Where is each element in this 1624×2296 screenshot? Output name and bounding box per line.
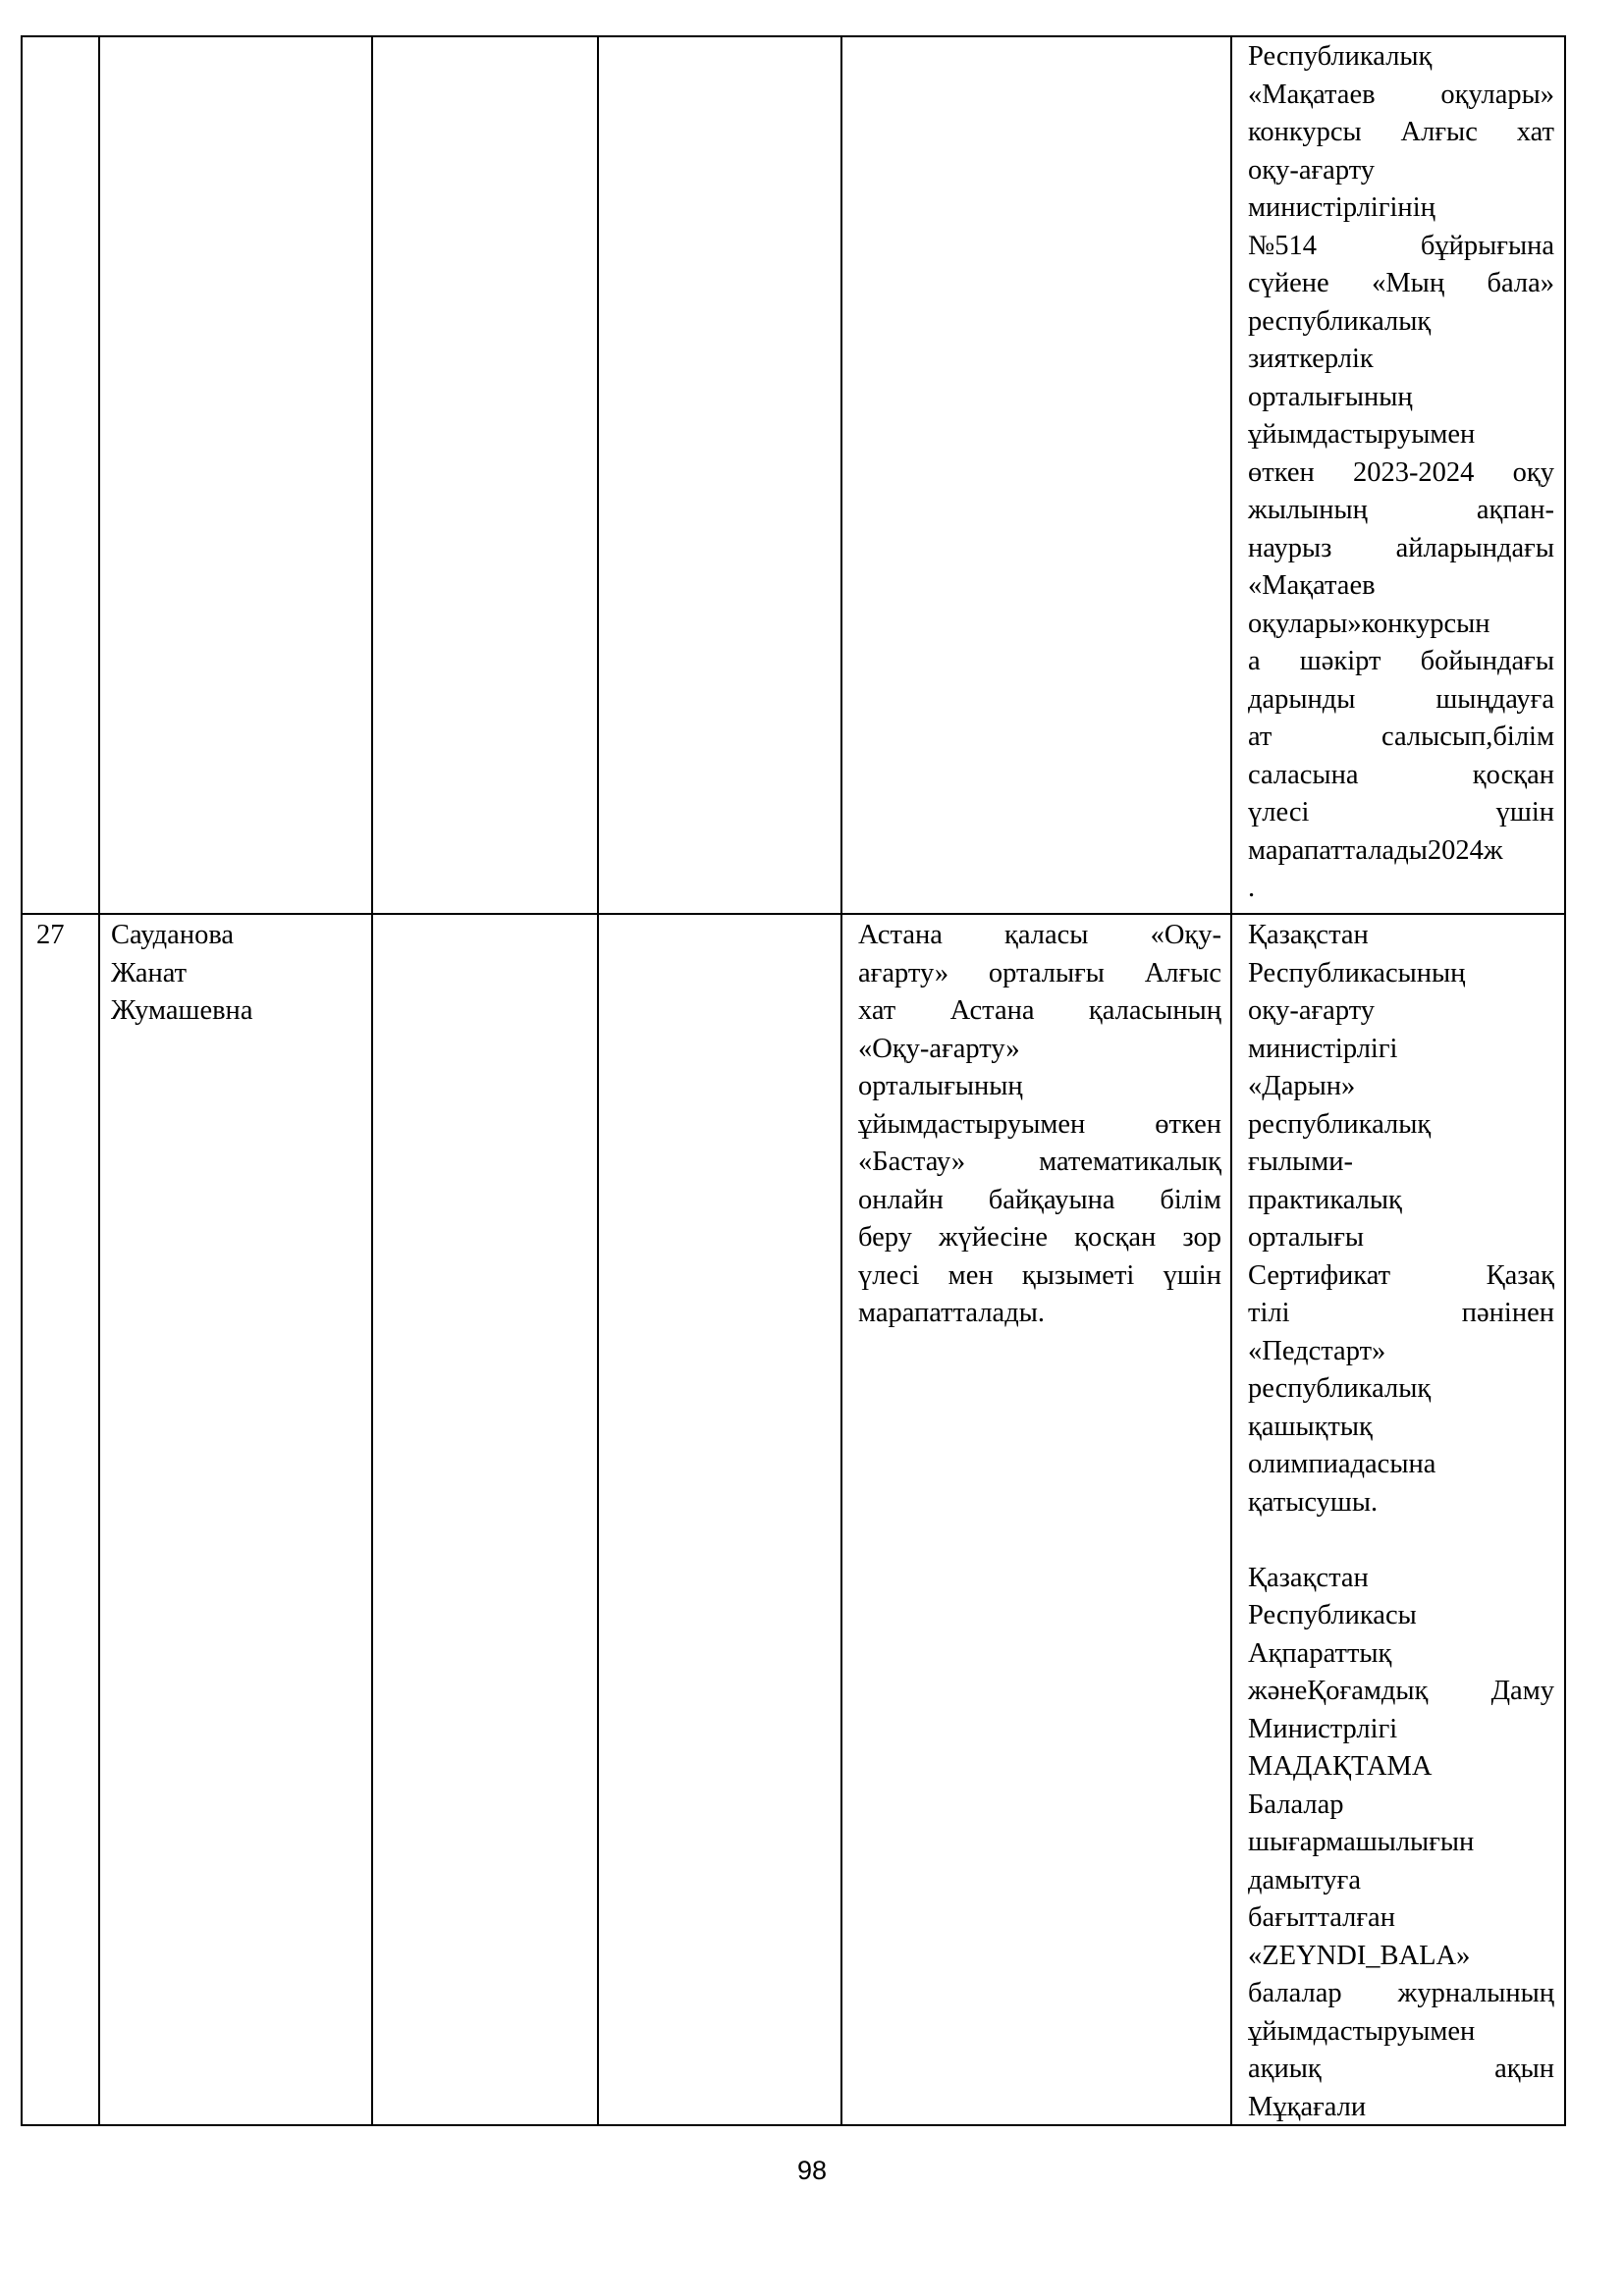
text-line: олимпиадасына <box>1248 1449 1436 1479</box>
text-line <box>858 1257 1221 1296</box>
word: сүйене <box>1248 268 1329 298</box>
word: «Бастау» <box>858 1147 966 1177</box>
word: балалар <box>1248 1978 1342 2008</box>
word: шыңдауға <box>1435 683 1554 715</box>
word: өткен <box>1155 1108 1221 1140</box>
word: бойындағы <box>1420 646 1554 676</box>
word: үлесі <box>1248 797 1310 828</box>
text-line: «Дарын» <box>1248 1071 1356 1101</box>
word: наурыз <box>1248 532 1332 563</box>
word: №514 <box>1248 230 1317 261</box>
word: журналының <box>1397 1978 1554 2008</box>
text-line: Республикасының <box>1248 957 1466 988</box>
text-line: орталығы <box>1248 1222 1365 1253</box>
word: жылының <box>1248 495 1368 525</box>
col-border <box>840 35 842 2126</box>
text-line: ұйымдастыруымен <box>1248 419 1476 450</box>
word: Қазақ <box>1486 1259 1554 1291</box>
text-line: оқу-ағарту <box>1248 995 1376 1026</box>
text-line <box>1248 492 1554 530</box>
text-line <box>1248 114 1554 152</box>
word: мен <box>947 1259 994 1291</box>
text-line <box>1248 1975 1554 2013</box>
row-divider <box>21 913 1566 915</box>
word: саласына <box>1248 759 1359 790</box>
table-top-border <box>21 35 1566 37</box>
word: қосқан <box>1472 759 1554 790</box>
word: Алғыс <box>1400 117 1478 147</box>
text-line <box>1248 643 1554 681</box>
text-line: республикалық <box>1248 1373 1432 1404</box>
col-border <box>21 35 23 2126</box>
word: хат <box>1516 117 1554 147</box>
word: үшін <box>1495 797 1554 828</box>
word: а <box>1248 646 1261 676</box>
word: орталығы <box>988 957 1105 988</box>
text-line: «Мақатаев <box>1248 570 1376 601</box>
word: шәкірт <box>1299 646 1381 676</box>
word: ат <box>1248 721 1272 752</box>
text-line: ғылыми- <box>1248 1147 1353 1177</box>
word: «Мақатаев <box>1248 79 1376 110</box>
text-line: министірлігінің <box>1248 192 1435 223</box>
word: бала» <box>1487 268 1554 298</box>
word: ақпан- <box>1476 495 1554 525</box>
text-line: . <box>1248 873 1256 903</box>
word: қызыметі <box>1021 1259 1135 1291</box>
text-line <box>858 1219 1221 1257</box>
text-line <box>1248 1295 1554 1333</box>
text-line <box>1248 1673 1554 1711</box>
word: ақын <box>1494 2054 1554 2084</box>
word: хат <box>858 995 896 1026</box>
text-line: Республикасы <box>1248 1600 1417 1630</box>
text-line: Қазақстан <box>1248 1562 1369 1593</box>
word: қаласы <box>1004 920 1089 950</box>
word: қаласының <box>1088 995 1221 1026</box>
word: байқауына <box>988 1184 1115 1215</box>
page-number: 98 <box>796 2156 828 2185</box>
row-2-award-cell <box>1248 917 1554 2126</box>
text-line <box>858 1182 1221 1220</box>
word: дарынды <box>1248 683 1356 715</box>
text-line: қатысушы. <box>1248 1486 1379 1518</box>
row-2-name-cell <box>111 917 361 1031</box>
text-line: оқулары»конкурсын <box>1248 608 1490 639</box>
word: өткен <box>1248 456 1315 488</box>
text-line: Балалар <box>1248 1789 1344 1820</box>
text-line <box>1248 77 1554 115</box>
word: математикалық <box>1039 1147 1221 1177</box>
word: Даму <box>1490 1676 1554 1706</box>
word: жүйесіне <box>938 1222 1049 1253</box>
row-1-award-cell <box>1248 38 1554 908</box>
word: бұйрығына <box>1420 230 1554 261</box>
text-line <box>858 1106 1221 1145</box>
text-line <box>1248 265 1554 303</box>
col-border <box>371 35 373 2126</box>
word: зор <box>1182 1222 1221 1253</box>
text-line: оқу-ағарту <box>1248 154 1376 186</box>
text-line: ұйымдастыруымен <box>1248 2015 1476 2047</box>
word: «Мың <box>1372 268 1445 298</box>
word: Астана <box>949 995 1035 1026</box>
text-line <box>1248 1257 1554 1296</box>
text-line: дамытуға <box>1248 1864 1362 1896</box>
col-border <box>597 35 599 2126</box>
text-line: қашықтық <box>1248 1411 1373 1442</box>
word: үшін <box>1163 1259 1221 1291</box>
text-line: Ақпараттық <box>1248 1637 1392 1669</box>
text-line: шығармашылығын <box>1248 1827 1475 1857</box>
col-border <box>1564 35 1566 2126</box>
text-line <box>1248 719 1554 757</box>
text-line <box>1248 1522 1554 1560</box>
text-line: «Педстарт» <box>1248 1335 1386 1366</box>
name-line: Жанат <box>111 957 188 988</box>
word: оқу <box>1512 456 1554 488</box>
text-line: марапатталады. <box>858 1298 1045 1328</box>
text-line: «ZEYNDI_BALA» <box>1248 1940 1471 1971</box>
text-line: республикалық <box>1248 1108 1432 1140</box>
word: «Оқу- <box>1150 920 1221 950</box>
text-line: МАДАҚТАМА <box>1248 1751 1433 1782</box>
word: айларындағы <box>1395 532 1554 563</box>
text-line <box>1248 794 1554 832</box>
text-line <box>1248 228 1554 266</box>
text-line: «Оқу-ағарту» <box>858 1033 1020 1064</box>
word: Сертификат <box>1248 1259 1391 1291</box>
text-line <box>1248 681 1554 720</box>
word: Алғыс <box>1144 957 1221 988</box>
word: ұйымдастыруымен <box>858 1108 1086 1140</box>
awards-table <box>21 35 1566 2126</box>
word: қосқан <box>1074 1222 1157 1253</box>
text-line <box>1248 454 1554 493</box>
text-line <box>1248 757 1554 795</box>
col-border <box>98 35 100 2126</box>
text-line: марапатталады2024ж <box>1248 834 1503 866</box>
text-line: республикалық <box>1248 305 1432 337</box>
word: ағарту» <box>858 957 949 988</box>
word: 2023-2024 <box>1352 456 1475 488</box>
text-line: орталығының <box>1248 381 1413 412</box>
text-line <box>1248 530 1554 568</box>
word: онлайн <box>858 1184 944 1215</box>
text-line: министірлігі <box>1248 1033 1398 1064</box>
text-line: бағытталған <box>1248 1902 1395 1933</box>
word: салысып,білім <box>1380 721 1554 752</box>
row-2-number: 27 <box>36 920 65 950</box>
word: ақиық <box>1248 2054 1322 2084</box>
text-line: орталығының <box>858 1071 1023 1101</box>
word: Астана <box>858 920 943 950</box>
word: жәнеҚоғамдық <box>1248 1676 1429 1706</box>
word: конкурсы <box>1248 117 1362 147</box>
name-line: Жумашевна <box>111 995 253 1026</box>
word: беру <box>858 1222 912 1253</box>
text-line: Министрлігі <box>1248 1713 1398 1744</box>
text-line <box>858 992 1221 1031</box>
text-line: практикалық <box>1248 1184 1402 1215</box>
word: білім <box>1160 1184 1221 1215</box>
word: үлесі <box>858 1259 920 1291</box>
text-line: зияткерлік <box>1248 344 1374 374</box>
row-2-regional-award-cell <box>858 917 1221 1333</box>
text-line: Қазақстан <box>1248 920 1369 950</box>
text-line <box>858 917 1221 955</box>
word: тілі <box>1248 1298 1290 1328</box>
word: пәнінен <box>1461 1298 1554 1328</box>
text-line <box>858 955 1221 993</box>
name-line: Сауданова <box>111 920 235 950</box>
text-line: Мұқағали <box>1248 2091 1367 2122</box>
word: оқулары» <box>1440 79 1554 110</box>
text-line: Республикалық <box>1248 41 1433 72</box>
text-line <box>1248 2051 1554 2089</box>
col-border <box>1230 35 1232 2126</box>
text-line <box>858 1144 1221 1182</box>
